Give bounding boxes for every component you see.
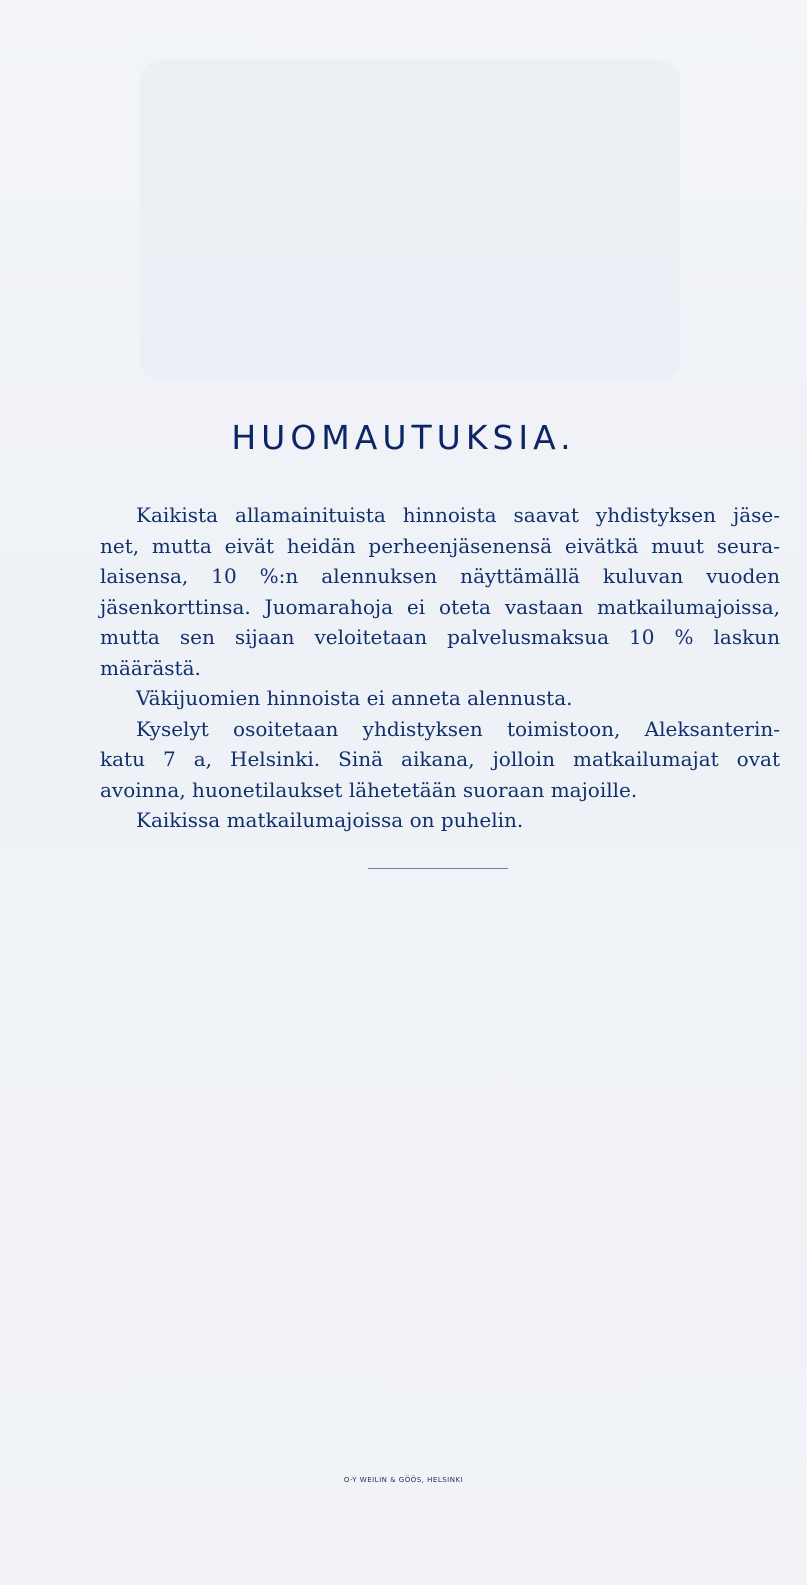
text-line: laisensa, 10 %:n alennuksen näyttämällä kuluvan vuoden (100, 564, 780, 588)
text-line: avoinna, huonetilaukset lähetetään suoraan majoille. (100, 777, 638, 802)
text-line: Kyselyt osoitetaan yhdistyksen toimistoon, Aleksanterin- (136, 716, 780, 741)
page-title: HUOMAUTUKSIA. (231, 418, 576, 457)
text-line: net, mutta eivät heidän perheenjäsenensä eivätkä muut seura- (100, 533, 780, 558)
show-through-ghost (140, 60, 680, 380)
text-line: mutta sen sijaan veloitetaan palvelusmaksua 10 % laskun (100, 625, 780, 649)
notes-body (100, 500, 780, 836)
printer-imprint: O-Y WEILIN & GÖÖS, HELSINKI (343, 1476, 464, 1484)
text-line: jäsenkorttinsa. Juomarahoja ei oteta vastaan matkailumajoissa, (100, 594, 780, 619)
text-line: Kaikista allamainituista hinnoista saavat yhdistyksen jäse- (136, 503, 780, 527)
divider (368, 868, 508, 869)
text-line: määrästä. (100, 655, 201, 680)
text-line: Kaikissa matkailumajoissa on puhelin. (136, 808, 524, 832)
text-line: Väkijuomien hinnoista ei anneta alennusta. (136, 686, 573, 710)
text-line: katu 7 a, Helsinki. Sinä aikana, jolloin matkailumajat ovat (100, 747, 780, 771)
